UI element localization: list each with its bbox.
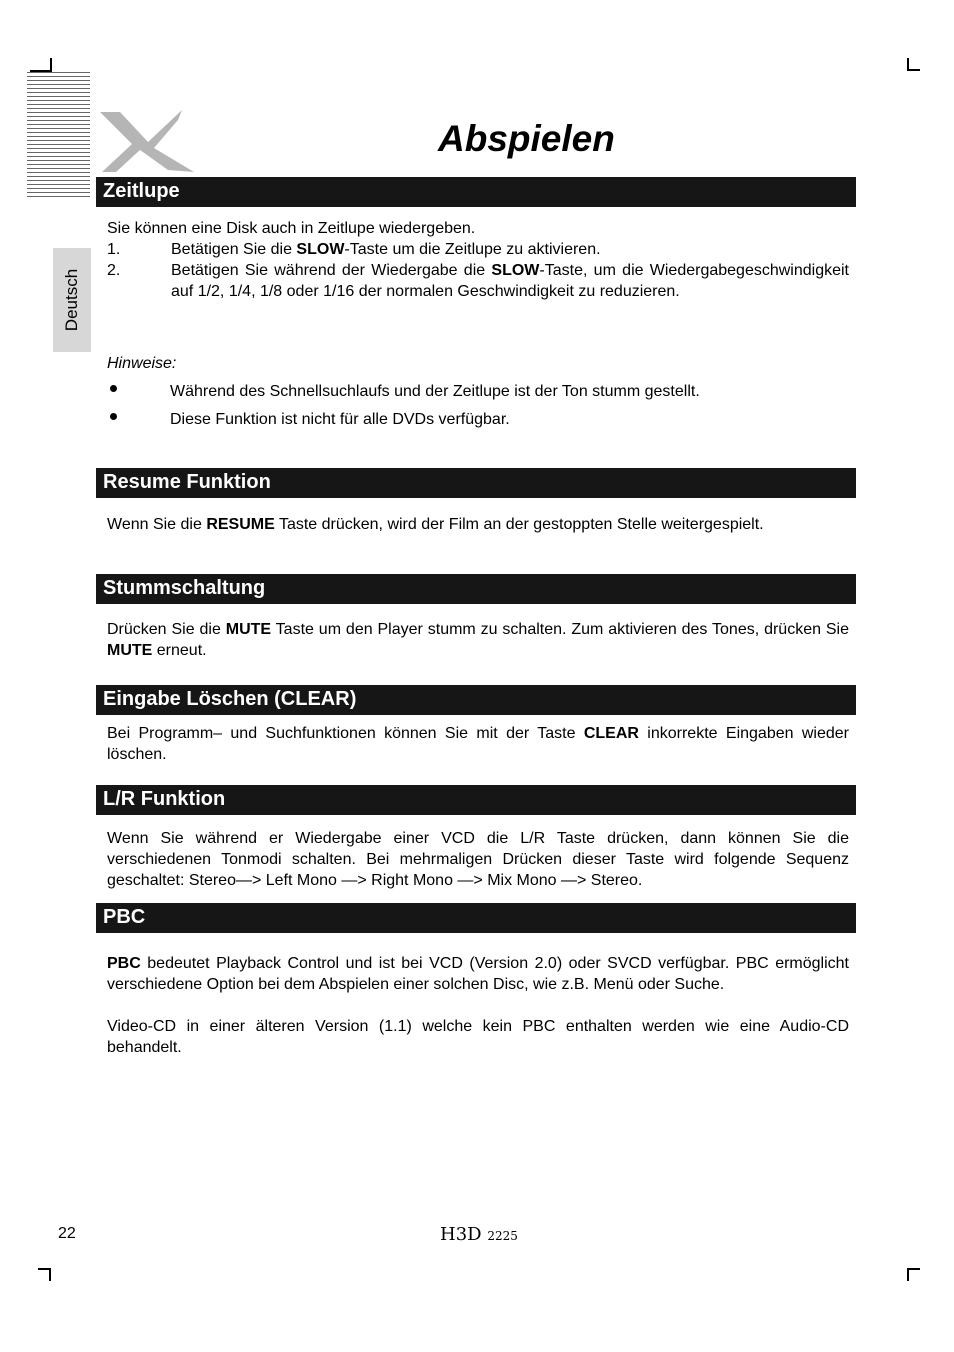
text: Betätigen Sie während der Wiedergabe die: [171, 262, 492, 279]
key-label: MUTE: [225, 621, 272, 638]
section-header-lr: [96, 785, 856, 815]
section-title: Resume Funktion: [103, 471, 271, 493]
note-item: Diese Funktion ist nicht für alle DVDs verfügbar.: [170, 411, 510, 428]
text: Wenn Sie die: [107, 516, 207, 533]
text: erneut.: [152, 642, 207, 659]
text: Bei Programm– und Suchfunktionen können Sie mit der Taste: [107, 725, 584, 742]
key-label: MUTE: [107, 642, 153, 659]
text: Taste um den Player stumm zu schalten. Zum aktivieren des Tones, drücken Sie: [271, 621, 850, 638]
model-logo: H3D: [440, 1224, 482, 1245]
section-title: L/R Funktion: [103, 788, 226, 810]
section-header-mute: [96, 574, 856, 604]
key-label: CLEAR: [583, 725, 639, 742]
key-label: PBC: [107, 955, 141, 972]
key-label: SLOW: [491, 262, 540, 279]
bullet-icon: [110, 413, 117, 420]
model-name: [440, 1224, 518, 1245]
section-header-clear: [96, 685, 856, 715]
step-number: 2.: [107, 262, 121, 279]
pbc-text: [107, 953, 849, 995]
text: Betätigen Sie die: [171, 241, 297, 258]
section-header-zeitlupe: [96, 177, 856, 207]
section-title: PBC: [103, 906, 146, 928]
page-title: Abspielen: [438, 118, 615, 159]
key-label: SLOW: [296, 241, 345, 258]
bullet-icon: [110, 385, 117, 392]
language-tab: [53, 248, 91, 352]
section-header-resume: [96, 468, 856, 498]
zeitlupe-step-2: [171, 260, 849, 302]
lr-text: Wenn Sie während er Wiedergabe einer VCD die L/R Taste drücken, dann können Sie die verschiedenen Tonmodi schalten. Bei mehrmaligen Drücken dieser Taste wird folgende Sequenz geschaltet: Stereo—> Left Mono —> Right Mono —> Mix Mono —> Stereo.: [107, 830, 849, 889]
text: bedeutet Playback Control und ist bei VCD (Version 2.0) oder SVCD verfügbar. PBC ermöglicht verschiedene Option bei dem Abspielen einer solchen Disc, wie z.B. Menü oder Suche.: [107, 955, 849, 993]
text: Drücken Sie die: [107, 621, 226, 638]
section-title: Zeitlupe: [103, 180, 180, 202]
text: -Taste, um die Wiedergabegeschwindigkeit auf 1/2, 1/4, 1/8 oder 1/16 der normalen Geschwindigkeit zu reduzieren.: [171, 262, 849, 300]
section-title: Stummschaltung: [103, 577, 266, 599]
crop-mark-bottom-left: [49, 1268, 51, 1281]
crop-mark-top-left: [50, 58, 52, 72]
text: -Taste um die Zeitlupe zu aktivieren.: [344, 241, 601, 258]
language-tab-label: Deutsch: [62, 268, 81, 332]
note-item: Während des Schnellsuchlaufs und der Zeitlupe ist der Ton stumm gestellt.: [170, 383, 700, 400]
zeitlupe-intro: Sie können eine Disk auch in Zeitlupe wiedergeben.: [107, 220, 476, 237]
x-logo-icon: [98, 108, 196, 176]
crop-mark-top-right: [907, 69, 920, 71]
mute-text: [107, 619, 849, 661]
resume-text: [107, 514, 849, 535]
zeitlupe-step-1: [171, 239, 601, 260]
clear-text: [107, 723, 849, 765]
key-label: RESUME: [206, 516, 275, 533]
header-stripes: [27, 72, 90, 200]
step-number: 1.: [107, 241, 121, 258]
text: inkorrekte Eingaben wieder löschen.: [107, 725, 849, 763]
page-number: 22: [58, 1225, 76, 1242]
crop-mark-bottom-right: [907, 1268, 909, 1281]
text: Taste drücken, wird der Film an der gestoppten Stelle weitergespielt.: [274, 516, 764, 533]
notes-label: Hinweise:: [107, 355, 177, 372]
section-title: Eingabe Löschen (CLEAR): [103, 688, 357, 710]
model-number: 2225: [487, 1229, 518, 1243]
pbc-text-2: Video-CD in einer älteren Version (1.1) welche kein PBC enthalten werden wie eine Audio-CD behandelt.: [107, 1018, 849, 1056]
section-header-pbc: [96, 903, 856, 933]
